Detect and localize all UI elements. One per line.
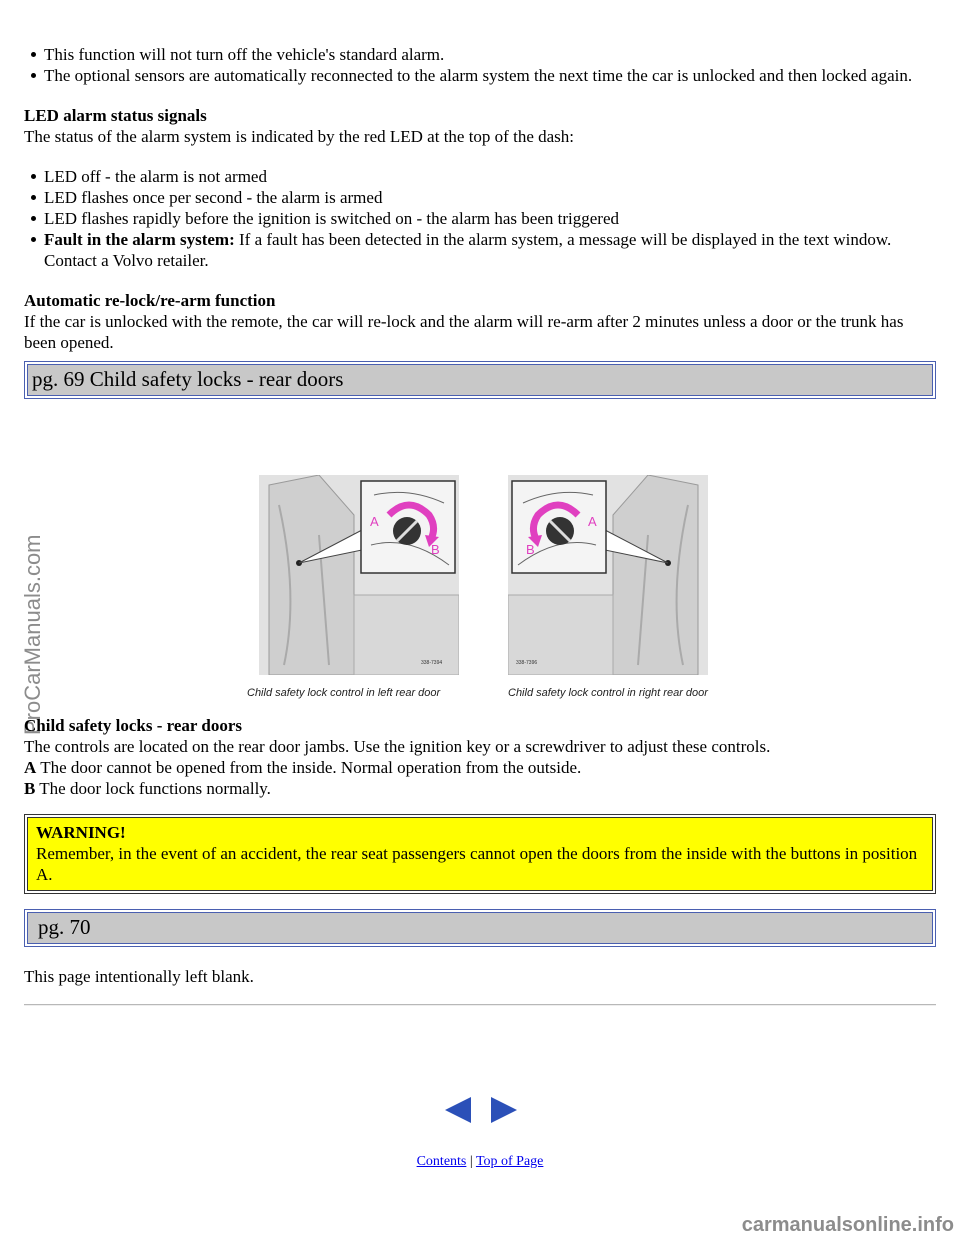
- label-b: B: [526, 542, 535, 557]
- list-item: This function will not turn off the vehicle's standard alarm.: [44, 44, 936, 65]
- label-a: A: [370, 514, 379, 529]
- led-list: [24, 166, 936, 271]
- warning-title: WARNING!: [36, 823, 126, 842]
- position-a: A The door cannot be opened from the inside. Normal operation from the outside.: [24, 758, 582, 777]
- relock-heading: Automatic re-lock/re-arm function: [24, 291, 276, 310]
- warning-box: [24, 814, 936, 894]
- page-70-header: [24, 909, 936, 947]
- figure-right-door: [508, 475, 708, 699]
- list-item: [24, 229, 936, 271]
- link-separator: |: [469, 1154, 473, 1169]
- list-item: The optional sensors are automatically reconnected to the alarm system the next time the car is unlocked and then locked again.: [24, 65, 936, 86]
- figure-caption: Child safety lock control in right rear door: [508, 687, 708, 699]
- figures-row: [24, 475, 936, 705]
- list-item: LED flashes rapidly before the ignition is switched on - the alarm has been triggered: [44, 208, 936, 229]
- previous-page-arrow-icon[interactable]: [445, 1097, 471, 1123]
- child-locks-heading: Child safety locks - rear doors: [24, 716, 243, 735]
- relock-text: If the car is unlocked with the remote, the car will re-lock and the alarm will re-arm after 2 minutes unless a door or the trunk has been opened.: [24, 312, 904, 352]
- list-item: LED flashes once per second - the alarm is armed: [44, 187, 936, 208]
- page-navigation: [445, 1096, 517, 1124]
- page-69-header: [24, 361, 936, 399]
- warning-content: [27, 817, 933, 891]
- position-b: B The door lock functions normally.: [24, 779, 271, 798]
- footer-links: [0, 1151, 960, 1172]
- side-watermark: ProCarManuals.com: [20, 534, 45, 735]
- figure-code: 338-7396: [516, 660, 538, 666]
- page-70-title: pg. 70: [27, 912, 933, 944]
- right-door-illustration: [508, 475, 708, 675]
- figure-left-door: [247, 475, 459, 699]
- figure-caption: Child safety lock control in left rear door: [247, 687, 441, 699]
- child-locks-text: The controls are located on the rear door jambs. Use the ignition key or a screwdriver to adjust these controls.: [24, 737, 771, 756]
- top-of-page-link[interactable]: Top of Page: [475, 1154, 544, 1169]
- contents-link[interactable]: Contents: [416, 1154, 467, 1169]
- label-b: B: [431, 542, 440, 557]
- led-intro: The status of the alarm system is indicated by the red LED at the top of the dash:: [24, 127, 574, 146]
- fault-text: If a fault has been detected in the alarm system, a message will be displayed in the text window. Contact a Volvo retailer.: [44, 230, 892, 270]
- fault-label: Fault in the alarm system:: [44, 230, 235, 249]
- label-a: A: [588, 514, 597, 529]
- list-item: LED off - the alarm is not armed: [44, 166, 936, 187]
- blank-page-note: This page intentionally left blank.: [24, 967, 254, 986]
- corner-watermark: carmanualsonline.info: [741, 1214, 954, 1236]
- top-bullet-list: [24, 44, 936, 86]
- manual-page: [20, 44, 936, 1006]
- page-69-title: pg. 69 Child safety locks - rear doors: [27, 364, 933, 396]
- left-door-illustration: [259, 475, 459, 675]
- led-heading: LED alarm status signals: [24, 106, 207, 125]
- warning-text: Remember, in the event of an accident, the rear seat passengers cannot open the doors from the inside with the buttons in position A.: [36, 844, 918, 884]
- next-page-arrow-icon[interactable]: [491, 1097, 517, 1123]
- figure-code: 338-7394: [421, 660, 443, 666]
- divider: [24, 1004, 936, 1006]
